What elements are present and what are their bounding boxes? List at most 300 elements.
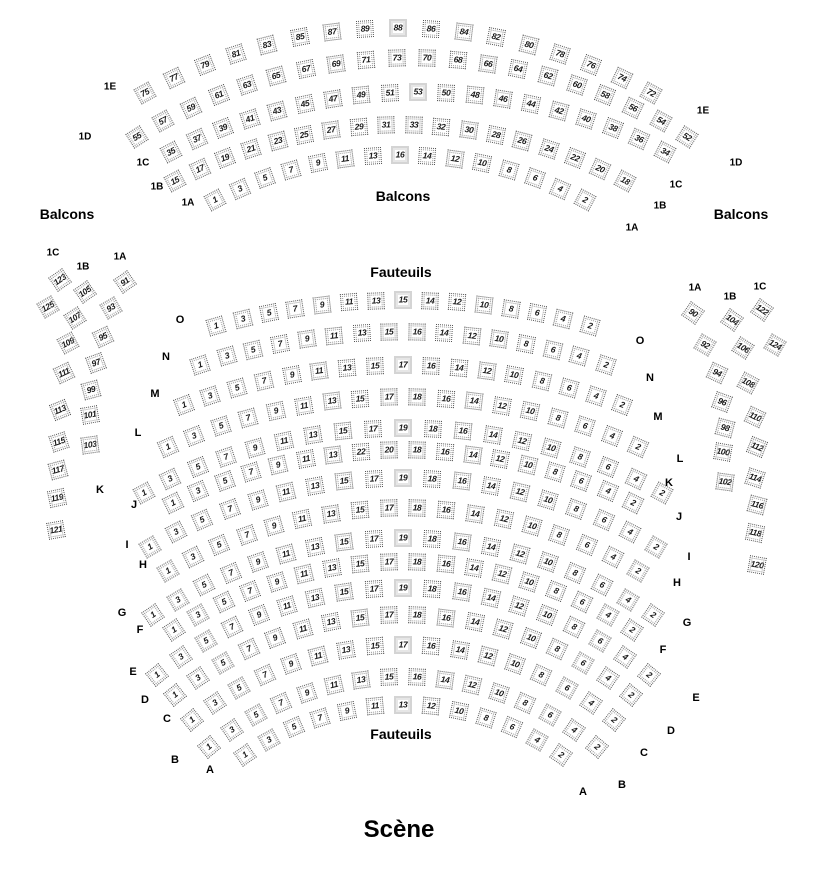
orchestra-seat-J-14[interactable] bbox=[463, 445, 482, 464]
orchestra-seat-C-17[interactable] bbox=[395, 637, 412, 654]
orchestra-seat-O-5[interactable] bbox=[259, 303, 279, 323]
orchestra-seat-E-1[interactable] bbox=[145, 663, 169, 687]
side-right-seat-1A-102[interactable] bbox=[715, 472, 734, 491]
orchestra-seat-G-16[interactable] bbox=[452, 532, 471, 551]
side-right-seat-1A-98[interactable] bbox=[715, 418, 736, 439]
orchestra-seat-G-12[interactable] bbox=[509, 543, 530, 564]
orchestra-seat-M-11[interactable] bbox=[310, 361, 329, 380]
orchestra-seat-H-18[interactable] bbox=[409, 499, 427, 517]
balcony-seat-1C-47[interactable] bbox=[323, 89, 342, 108]
side-right-seat-1B-118[interactable] bbox=[745, 523, 765, 543]
orchestra-seat-I-4[interactable] bbox=[619, 521, 642, 544]
side-right-seat-1A-94[interactable] bbox=[706, 362, 729, 385]
balcony-seat-1E-76[interactable] bbox=[580, 54, 602, 76]
orchestra-seat-B-16[interactable] bbox=[408, 668, 426, 686]
balcony-seat-1A-12[interactable] bbox=[445, 149, 464, 168]
orchestra-seat-E-13[interactable] bbox=[305, 588, 325, 608]
side-right-seat-1A-92[interactable] bbox=[693, 333, 716, 356]
orchestra-seat-K-6[interactable] bbox=[597, 456, 619, 478]
orchestra-seat-K-4[interactable] bbox=[624, 468, 647, 491]
orchestra-seat-H-8[interactable] bbox=[549, 524, 571, 546]
orchestra-seat-F-6[interactable] bbox=[571, 591, 594, 614]
balcony-seat-1B-26[interactable] bbox=[512, 130, 533, 151]
side-left-seat-1A-103[interactable] bbox=[80, 435, 99, 454]
orchestra-seat-K-15[interactable] bbox=[334, 422, 353, 441]
balcony-seat-1E-77[interactable] bbox=[163, 67, 186, 90]
orchestra-seat-E-3[interactable] bbox=[169, 645, 193, 669]
orchestra-seat-E-11[interactable] bbox=[276, 595, 297, 616]
orchestra-seat-F-7[interactable] bbox=[239, 580, 261, 602]
orchestra-seat-J-16[interactable] bbox=[436, 443, 454, 461]
balcony-seat-1B-20[interactable] bbox=[589, 157, 612, 180]
balcony-seat-1E-87[interactable] bbox=[323, 23, 342, 42]
orchestra-seat-F-15[interactable] bbox=[351, 555, 370, 574]
balcony-seat-1C-41[interactable] bbox=[239, 108, 260, 129]
orchestra-seat-F-4[interactable] bbox=[596, 604, 619, 627]
orchestra-seat-N-7[interactable] bbox=[270, 334, 290, 354]
orchestra-seat-G-18[interactable] bbox=[423, 530, 441, 548]
orchestra-seat-J-5[interactable] bbox=[214, 470, 236, 492]
side-right-seat-1B-114[interactable] bbox=[744, 467, 765, 488]
orchestra-seat-C-4[interactable] bbox=[579, 691, 603, 715]
orchestra-seat-K-5[interactable] bbox=[187, 456, 209, 478]
orchestra-seat-K-19[interactable] bbox=[395, 420, 412, 437]
orchestra-seat-O-6[interactable] bbox=[527, 303, 547, 323]
orchestra-seat-B-10[interactable] bbox=[489, 682, 511, 704]
orchestra-seat-N-13[interactable] bbox=[353, 324, 371, 342]
orchestra-seat-E-4[interactable] bbox=[613, 645, 637, 669]
balcony-seat-1D-66[interactable] bbox=[478, 54, 497, 73]
orchestra-seat-N-5[interactable] bbox=[243, 339, 263, 359]
balcony-seat-1D-69[interactable] bbox=[326, 54, 345, 73]
orchestra-seat-D-3[interactable] bbox=[186, 666, 210, 690]
orchestra-seat-C-15[interactable] bbox=[365, 637, 383, 655]
orchestra-seat-M-13[interactable] bbox=[338, 358, 356, 376]
orchestra-seat-C-14[interactable] bbox=[450, 640, 470, 660]
orchestra-seat-L-5[interactable] bbox=[210, 415, 231, 436]
orchestra-seat-A-1[interactable] bbox=[233, 743, 257, 767]
side-right-seat-1B-112[interactable] bbox=[746, 436, 768, 458]
balcony-seat-1E-79[interactable] bbox=[194, 54, 216, 76]
orchestra-seat-H-4[interactable] bbox=[601, 546, 624, 569]
orchestra-seat-L-4[interactable] bbox=[601, 425, 623, 447]
orchestra-seat-G-13[interactable] bbox=[305, 537, 325, 557]
orchestra-seat-G-14[interactable] bbox=[481, 537, 501, 557]
orchestra-seat-K-9[interactable] bbox=[244, 438, 265, 459]
side-left-seat-1A-93[interactable] bbox=[99, 296, 122, 319]
orchestra-seat-I-7[interactable] bbox=[219, 498, 241, 520]
orchestra-seat-M-15[interactable] bbox=[366, 357, 384, 375]
balcony-seat-1C-50[interactable] bbox=[438, 84, 456, 102]
orchestra-seat-M-4[interactable] bbox=[585, 385, 606, 406]
balcony-seat-1D-71[interactable] bbox=[357, 51, 375, 69]
orchestra-seat-L-1[interactable] bbox=[156, 435, 178, 457]
side-right-seat-1A-90[interactable] bbox=[681, 301, 705, 325]
orchestra-seat-K-10[interactable] bbox=[541, 438, 562, 459]
orchestra-seat-E-8[interactable] bbox=[563, 616, 586, 639]
orchestra-seat-D-6[interactable] bbox=[572, 651, 595, 674]
balcony-seat-1C-42[interactable] bbox=[548, 100, 569, 121]
orchestra-seat-D-9[interactable] bbox=[264, 627, 286, 649]
orchestra-seat-B-5[interactable] bbox=[244, 704, 267, 727]
orchestra-seat-O-14[interactable] bbox=[421, 292, 439, 310]
orchestra-seat-J-7[interactable] bbox=[241, 462, 262, 483]
balcony-seat-1D-64[interactable] bbox=[508, 59, 528, 79]
side-left-seat-1B-121[interactable] bbox=[46, 520, 66, 540]
balcony-seat-1B-32[interactable] bbox=[432, 118, 450, 136]
orchestra-seat-J-4[interactable] bbox=[596, 480, 618, 502]
orchestra-seat-A-4[interactable] bbox=[525, 728, 548, 751]
balcony-seat-1E-80[interactable] bbox=[518, 34, 539, 55]
orchestra-seat-H-17[interactable] bbox=[380, 499, 398, 517]
orchestra-seat-C-2[interactable] bbox=[602, 708, 626, 732]
orchestra-seat-J-8[interactable] bbox=[544, 462, 565, 483]
orchestra-seat-J-9[interactable] bbox=[268, 455, 289, 476]
orchestra-seat-C-3[interactable] bbox=[203, 691, 227, 715]
orchestra-seat-A-8[interactable] bbox=[475, 707, 496, 728]
balcony-seat-1C-37[interactable] bbox=[185, 128, 207, 150]
orchestra-seat-D-18[interactable] bbox=[409, 606, 427, 624]
balcony-seat-1C-39[interactable] bbox=[212, 117, 234, 139]
orchestra-seat-H-5[interactable] bbox=[208, 534, 230, 556]
balcony-seat-1D-54[interactable] bbox=[649, 110, 672, 133]
orchestra-seat-F-16[interactable] bbox=[436, 555, 455, 574]
balcony-seat-1E-85[interactable] bbox=[290, 27, 310, 47]
balcony-seat-1A-3[interactable] bbox=[228, 177, 250, 199]
orchestra-seat-K-13[interactable] bbox=[304, 426, 324, 446]
balcony-seat-1C-51[interactable] bbox=[381, 84, 399, 102]
side-right-seat-1B-108[interactable] bbox=[737, 372, 760, 395]
balcony-seat-1C-43[interactable] bbox=[267, 100, 288, 121]
orchestra-seat-F-1[interactable] bbox=[162, 618, 186, 642]
side-right-seat-1C-124[interactable] bbox=[763, 333, 786, 356]
balcony-seat-1D-70[interactable] bbox=[418, 49, 435, 66]
orchestra-seat-L-8[interactable] bbox=[547, 407, 568, 428]
orchestra-seat-M-10[interactable] bbox=[504, 365, 524, 385]
orchestra-seat-J-11[interactable] bbox=[296, 449, 316, 469]
orchestra-seat-I-8[interactable] bbox=[565, 498, 587, 520]
orchestra-seat-J-18[interactable] bbox=[408, 441, 425, 458]
balcony-seat-1B-28[interactable] bbox=[486, 125, 506, 145]
side-left-seat-1B-105[interactable] bbox=[73, 280, 97, 304]
orchestra-seat-F-17[interactable] bbox=[380, 553, 398, 571]
orchestra-seat-L-15[interactable] bbox=[351, 389, 369, 407]
orchestra-seat-N-15[interactable] bbox=[381, 323, 398, 340]
balcony-seat-1B-30[interactable] bbox=[459, 120, 478, 139]
balcony-seat-1A-16[interactable] bbox=[392, 147, 409, 164]
side-left-seat-1A-91[interactable] bbox=[113, 270, 137, 294]
orchestra-seat-G-11[interactable] bbox=[276, 543, 297, 564]
orchestra-seat-E-18[interactable] bbox=[423, 580, 441, 598]
orchestra-seat-D-2[interactable] bbox=[619, 683, 643, 707]
orchestra-seat-A-11[interactable] bbox=[366, 697, 385, 716]
orchestra-seat-G-15[interactable] bbox=[335, 532, 354, 551]
orchestra-seat-O-1[interactable] bbox=[206, 316, 227, 337]
orchestra-seat-N-1[interactable] bbox=[189, 354, 210, 375]
orchestra-seat-K-8[interactable] bbox=[569, 446, 591, 468]
balcony-seat-1B-25[interactable] bbox=[294, 125, 314, 145]
orchestra-seat-A-6[interactable] bbox=[501, 716, 523, 738]
orchestra-seat-N-12[interactable] bbox=[462, 326, 481, 345]
orchestra-seat-L-17[interactable] bbox=[380, 388, 397, 405]
orchestra-seat-J-20[interactable] bbox=[380, 441, 397, 458]
orchestra-seat-N-11[interactable] bbox=[325, 326, 344, 345]
orchestra-seat-O-10[interactable] bbox=[474, 295, 493, 314]
balcony-seat-1E-74[interactable] bbox=[610, 67, 633, 90]
orchestra-seat-H-11[interactable] bbox=[292, 509, 312, 529]
orchestra-seat-E-2[interactable] bbox=[637, 663, 661, 687]
orchestra-seat-I-9[interactable] bbox=[247, 489, 268, 510]
orchestra-seat-C-10[interactable] bbox=[504, 653, 526, 675]
orchestra-seat-O-8[interactable] bbox=[501, 299, 520, 318]
orchestra-seat-J-13[interactable] bbox=[324, 445, 343, 464]
orchestra-seat-C-6[interactable] bbox=[555, 676, 578, 699]
orchestra-seat-I-15[interactable] bbox=[335, 472, 354, 491]
balcony-seat-1C-36[interactable] bbox=[628, 128, 650, 150]
orchestra-seat-L-12[interactable] bbox=[492, 396, 512, 416]
orchestra-seat-D-11[interactable] bbox=[292, 619, 313, 640]
orchestra-seat-A-3[interactable] bbox=[257, 728, 280, 751]
orchestra-seat-K-3[interactable] bbox=[159, 468, 182, 491]
orchestra-seat-K-14[interactable] bbox=[483, 426, 503, 446]
orchestra-seat-B-9[interactable] bbox=[296, 682, 318, 704]
orchestra-seat-N-16[interactable] bbox=[408, 323, 425, 340]
orchestra-seat-H-9[interactable] bbox=[264, 515, 285, 536]
orchestra-seat-H-6[interactable] bbox=[575, 534, 597, 556]
balcony-seat-1A-5[interactable] bbox=[254, 168, 276, 190]
orchestra-seat-B-8[interactable] bbox=[514, 692, 536, 714]
orchestra-seat-H-2[interactable] bbox=[627, 559, 650, 582]
orchestra-seat-D-10[interactable] bbox=[520, 627, 542, 649]
orchestra-seat-O-7[interactable] bbox=[286, 299, 305, 318]
orchestra-seat-K-12[interactable] bbox=[512, 431, 532, 451]
orchestra-seat-L-2[interactable] bbox=[627, 435, 649, 457]
balcony-seat-1D-63[interactable] bbox=[236, 74, 258, 96]
balcony-seat-1C-46[interactable] bbox=[493, 89, 512, 108]
orchestra-seat-H-16[interactable] bbox=[437, 501, 455, 519]
orchestra-seat-G-2[interactable] bbox=[641, 604, 665, 628]
orchestra-seat-I-10[interactable] bbox=[538, 489, 559, 510]
orchestra-seat-I-19[interactable] bbox=[395, 470, 412, 487]
orchestra-seat-N-3[interactable] bbox=[216, 346, 237, 367]
orchestra-seat-B-15[interactable] bbox=[380, 668, 398, 686]
orchestra-seat-D-7[interactable] bbox=[237, 638, 260, 661]
balcony-seat-1E-72[interactable] bbox=[639, 81, 662, 104]
orchestra-seat-E-19[interactable] bbox=[395, 580, 412, 597]
orchestra-seat-C-16[interactable] bbox=[422, 637, 440, 655]
side-left-seat-1A-99[interactable] bbox=[81, 380, 102, 401]
orchestra-seat-E-10[interactable] bbox=[536, 604, 558, 626]
orchestra-seat-G-3[interactable] bbox=[166, 588, 189, 611]
side-right-seat-1B-106[interactable] bbox=[731, 336, 754, 359]
orchestra-seat-L-18[interactable] bbox=[409, 388, 426, 405]
orchestra-seat-H-3[interactable] bbox=[182, 546, 205, 569]
balcony-seat-1A-4[interactable] bbox=[549, 177, 571, 199]
orchestra-seat-O-12[interactable] bbox=[448, 293, 466, 311]
orchestra-seat-M-5[interactable] bbox=[227, 377, 248, 398]
orchestra-seat-I-3[interactable] bbox=[164, 521, 187, 544]
balcony-seat-1C-38[interactable] bbox=[602, 117, 624, 139]
balcony-seat-1D-56[interactable] bbox=[622, 96, 645, 119]
orchestra-seat-D-16[interactable] bbox=[437, 608, 456, 627]
orchestra-seat-N-2[interactable] bbox=[595, 354, 616, 375]
orchestra-seat-D-5[interactable] bbox=[211, 651, 234, 674]
orchestra-seat-E-15[interactable] bbox=[335, 583, 354, 602]
orchestra-seat-C-5[interactable] bbox=[228, 676, 251, 699]
orchestra-seat-D-14[interactable] bbox=[465, 612, 485, 632]
orchestra-seat-F-11[interactable] bbox=[294, 564, 315, 585]
orchestra-seat-N-9[interactable] bbox=[297, 329, 316, 348]
orchestra-seat-B-14[interactable] bbox=[435, 670, 454, 689]
orchestra-seat-L-9[interactable] bbox=[266, 401, 286, 421]
balcony-seat-1D-65[interactable] bbox=[266, 66, 287, 87]
orchestra-seat-H-15[interactable] bbox=[350, 501, 368, 519]
orchestra-seat-A-10[interactable] bbox=[449, 701, 469, 721]
orchestra-seat-J-12[interactable] bbox=[491, 449, 511, 469]
orchestra-seat-E-12[interactable] bbox=[509, 595, 530, 616]
side-left-seat-1B-113[interactable] bbox=[49, 399, 71, 421]
side-left-seat-1C-123[interactable] bbox=[48, 268, 72, 292]
balcony-seat-1A-9[interactable] bbox=[308, 153, 328, 173]
balcony-seat-1C-35[interactable] bbox=[160, 140, 183, 163]
orchestra-seat-J-1[interactable] bbox=[162, 491, 185, 514]
orchestra-seat-I-18[interactable] bbox=[423, 470, 441, 488]
balcony-seat-1C-34[interactable] bbox=[654, 140, 677, 163]
orchestra-seat-G-8[interactable] bbox=[564, 562, 586, 584]
side-right-seat-1B-116[interactable] bbox=[747, 495, 768, 516]
orchestra-seat-I-16[interactable] bbox=[452, 472, 471, 491]
balcony-seat-1E-84[interactable] bbox=[454, 23, 473, 42]
balcony-seat-1E-75[interactable] bbox=[133, 81, 156, 104]
orchestra-seat-A-13[interactable] bbox=[395, 697, 412, 714]
orchestra-seat-O-13[interactable] bbox=[367, 292, 385, 310]
side-left-seat-1B-117[interactable] bbox=[48, 460, 69, 481]
balcony-seat-1B-17[interactable] bbox=[189, 157, 212, 180]
balcony-seat-1D-52[interactable] bbox=[675, 125, 698, 148]
orchestra-seat-F-9[interactable] bbox=[266, 571, 287, 592]
side-left-seat-1A-101[interactable] bbox=[80, 405, 100, 425]
orchestra-seat-E-7[interactable] bbox=[221, 616, 244, 639]
orchestra-seat-K-7[interactable] bbox=[215, 446, 237, 468]
orchestra-seat-H-12[interactable] bbox=[494, 509, 514, 529]
orchestra-seat-G-6[interactable] bbox=[591, 574, 614, 597]
balcony-seat-1C-45[interactable] bbox=[295, 94, 315, 114]
orchestra-seat-I-6[interactable] bbox=[593, 509, 615, 531]
orchestra-seat-L-6[interactable] bbox=[574, 415, 595, 436]
balcony-seat-1E-82[interactable] bbox=[486, 27, 506, 47]
balcony-seat-1D-67[interactable] bbox=[296, 59, 316, 79]
orchestra-seat-B-12[interactable] bbox=[462, 675, 482, 695]
side-left-seat-1A-95[interactable] bbox=[92, 326, 115, 349]
orchestra-seat-M-1[interactable] bbox=[173, 394, 195, 416]
orchestra-seat-M-3[interactable] bbox=[200, 385, 221, 406]
orchestra-seat-H-7[interactable] bbox=[236, 524, 258, 546]
orchestra-seat-J-6[interactable] bbox=[571, 470, 593, 492]
orchestra-seat-O-11[interactable] bbox=[340, 293, 358, 311]
balcony-seat-1A-10[interactable] bbox=[472, 153, 492, 173]
orchestra-seat-D-13[interactable] bbox=[321, 612, 341, 632]
orchestra-seat-C-9[interactable] bbox=[280, 653, 302, 675]
orchestra-seat-H-10[interactable] bbox=[521, 515, 542, 536]
balcony-seat-1C-44[interactable] bbox=[521, 94, 541, 114]
orchestra-seat-B-7[interactable] bbox=[269, 692, 291, 714]
balcony-seat-1B-23[interactable] bbox=[267, 130, 288, 151]
balcony-seat-1D-68[interactable] bbox=[448, 51, 466, 69]
orchestra-seat-C-12[interactable] bbox=[477, 645, 498, 666]
balcony-seat-1D-57[interactable] bbox=[152, 110, 175, 133]
orchestra-seat-C-8[interactable] bbox=[530, 664, 553, 687]
orchestra-seat-H-1[interactable] bbox=[156, 559, 179, 582]
orchestra-seat-D-12[interactable] bbox=[493, 619, 514, 640]
orchestra-seat-L-16[interactable] bbox=[437, 389, 455, 407]
orchestra-seat-J-3[interactable] bbox=[187, 480, 209, 502]
balcony-seat-1E-81[interactable] bbox=[225, 43, 246, 64]
orchestra-seat-A-12[interactable] bbox=[422, 697, 441, 716]
orchestra-seat-J-10[interactable] bbox=[518, 455, 539, 476]
orchestra-seat-E-5[interactable] bbox=[194, 630, 217, 653]
orchestra-seat-M-14[interactable] bbox=[450, 358, 468, 376]
orchestra-seat-C-7[interactable] bbox=[253, 664, 276, 687]
orchestra-seat-B-13[interactable] bbox=[352, 670, 371, 689]
balcony-seat-1B-27[interactable] bbox=[322, 120, 341, 139]
balcony-seat-1B-24[interactable] bbox=[538, 138, 559, 159]
balcony-seat-1B-22[interactable] bbox=[564, 147, 586, 169]
orchestra-seat-B-2[interactable] bbox=[585, 735, 609, 759]
orchestra-seat-M-16[interactable] bbox=[422, 357, 440, 375]
orchestra-seat-D-17[interactable] bbox=[380, 606, 398, 624]
orchestra-seat-K-11[interactable] bbox=[274, 431, 294, 451]
orchestra-seat-N-10[interactable] bbox=[489, 329, 508, 348]
orchestra-seat-I-12[interactable] bbox=[510, 482, 530, 502]
balcony-seat-1B-18[interactable] bbox=[613, 169, 636, 192]
side-right-seat-1B-120[interactable] bbox=[747, 555, 767, 575]
balcony-seat-1B-33[interactable] bbox=[405, 116, 422, 133]
orchestra-seat-E-9[interactable] bbox=[248, 604, 270, 626]
orchestra-seat-G-4[interactable] bbox=[616, 588, 639, 611]
balcony-seat-1C-49[interactable] bbox=[352, 86, 371, 105]
orchestra-seat-G-19[interactable] bbox=[395, 530, 412, 547]
balcony-seat-1A-6[interactable] bbox=[524, 168, 546, 190]
orchestra-seat-D-8[interactable] bbox=[546, 638, 569, 661]
balcony-seat-1E-88[interactable] bbox=[390, 20, 407, 37]
orchestra-seat-A-7[interactable] bbox=[310, 707, 331, 728]
balcony-seat-1D-59[interactable] bbox=[179, 96, 202, 119]
balcony-seat-1C-53[interactable] bbox=[410, 84, 427, 101]
orchestra-seat-M-2[interactable] bbox=[611, 394, 633, 416]
balcony-seat-1B-19[interactable] bbox=[214, 147, 236, 169]
orchestra-seat-I-1[interactable] bbox=[138, 535, 161, 558]
balcony-seat-1B-21[interactable] bbox=[241, 138, 262, 159]
balcony-seat-1C-40[interactable] bbox=[575, 108, 596, 129]
balcony-seat-1B-29[interactable] bbox=[350, 118, 368, 136]
side-left-seat-1B-107[interactable] bbox=[63, 306, 86, 329]
orchestra-seat-O-4[interactable] bbox=[553, 309, 574, 330]
orchestra-seat-H-13[interactable] bbox=[321, 504, 340, 523]
balcony-seat-1A-1[interactable] bbox=[203, 189, 226, 212]
orchestra-seat-J-22[interactable] bbox=[352, 443, 370, 461]
balcony-seat-1E-89[interactable] bbox=[356, 20, 374, 38]
orchestra-seat-F-18[interactable] bbox=[408, 553, 426, 571]
orchestra-seat-M-17[interactable] bbox=[395, 357, 412, 374]
side-left-seat-1C-125[interactable] bbox=[36, 295, 59, 318]
orchestra-seat-O-2[interactable] bbox=[579, 316, 600, 337]
orchestra-seat-O-15[interactable] bbox=[395, 292, 412, 309]
orchestra-seat-I-5[interactable] bbox=[191, 509, 213, 531]
orchestra-seat-J-2[interactable] bbox=[622, 491, 645, 514]
orchestra-seat-F-10[interactable] bbox=[519, 571, 540, 592]
balcony-seat-1B-15[interactable] bbox=[164, 169, 187, 192]
orchestra-seat-A-5[interactable] bbox=[283, 716, 305, 738]
